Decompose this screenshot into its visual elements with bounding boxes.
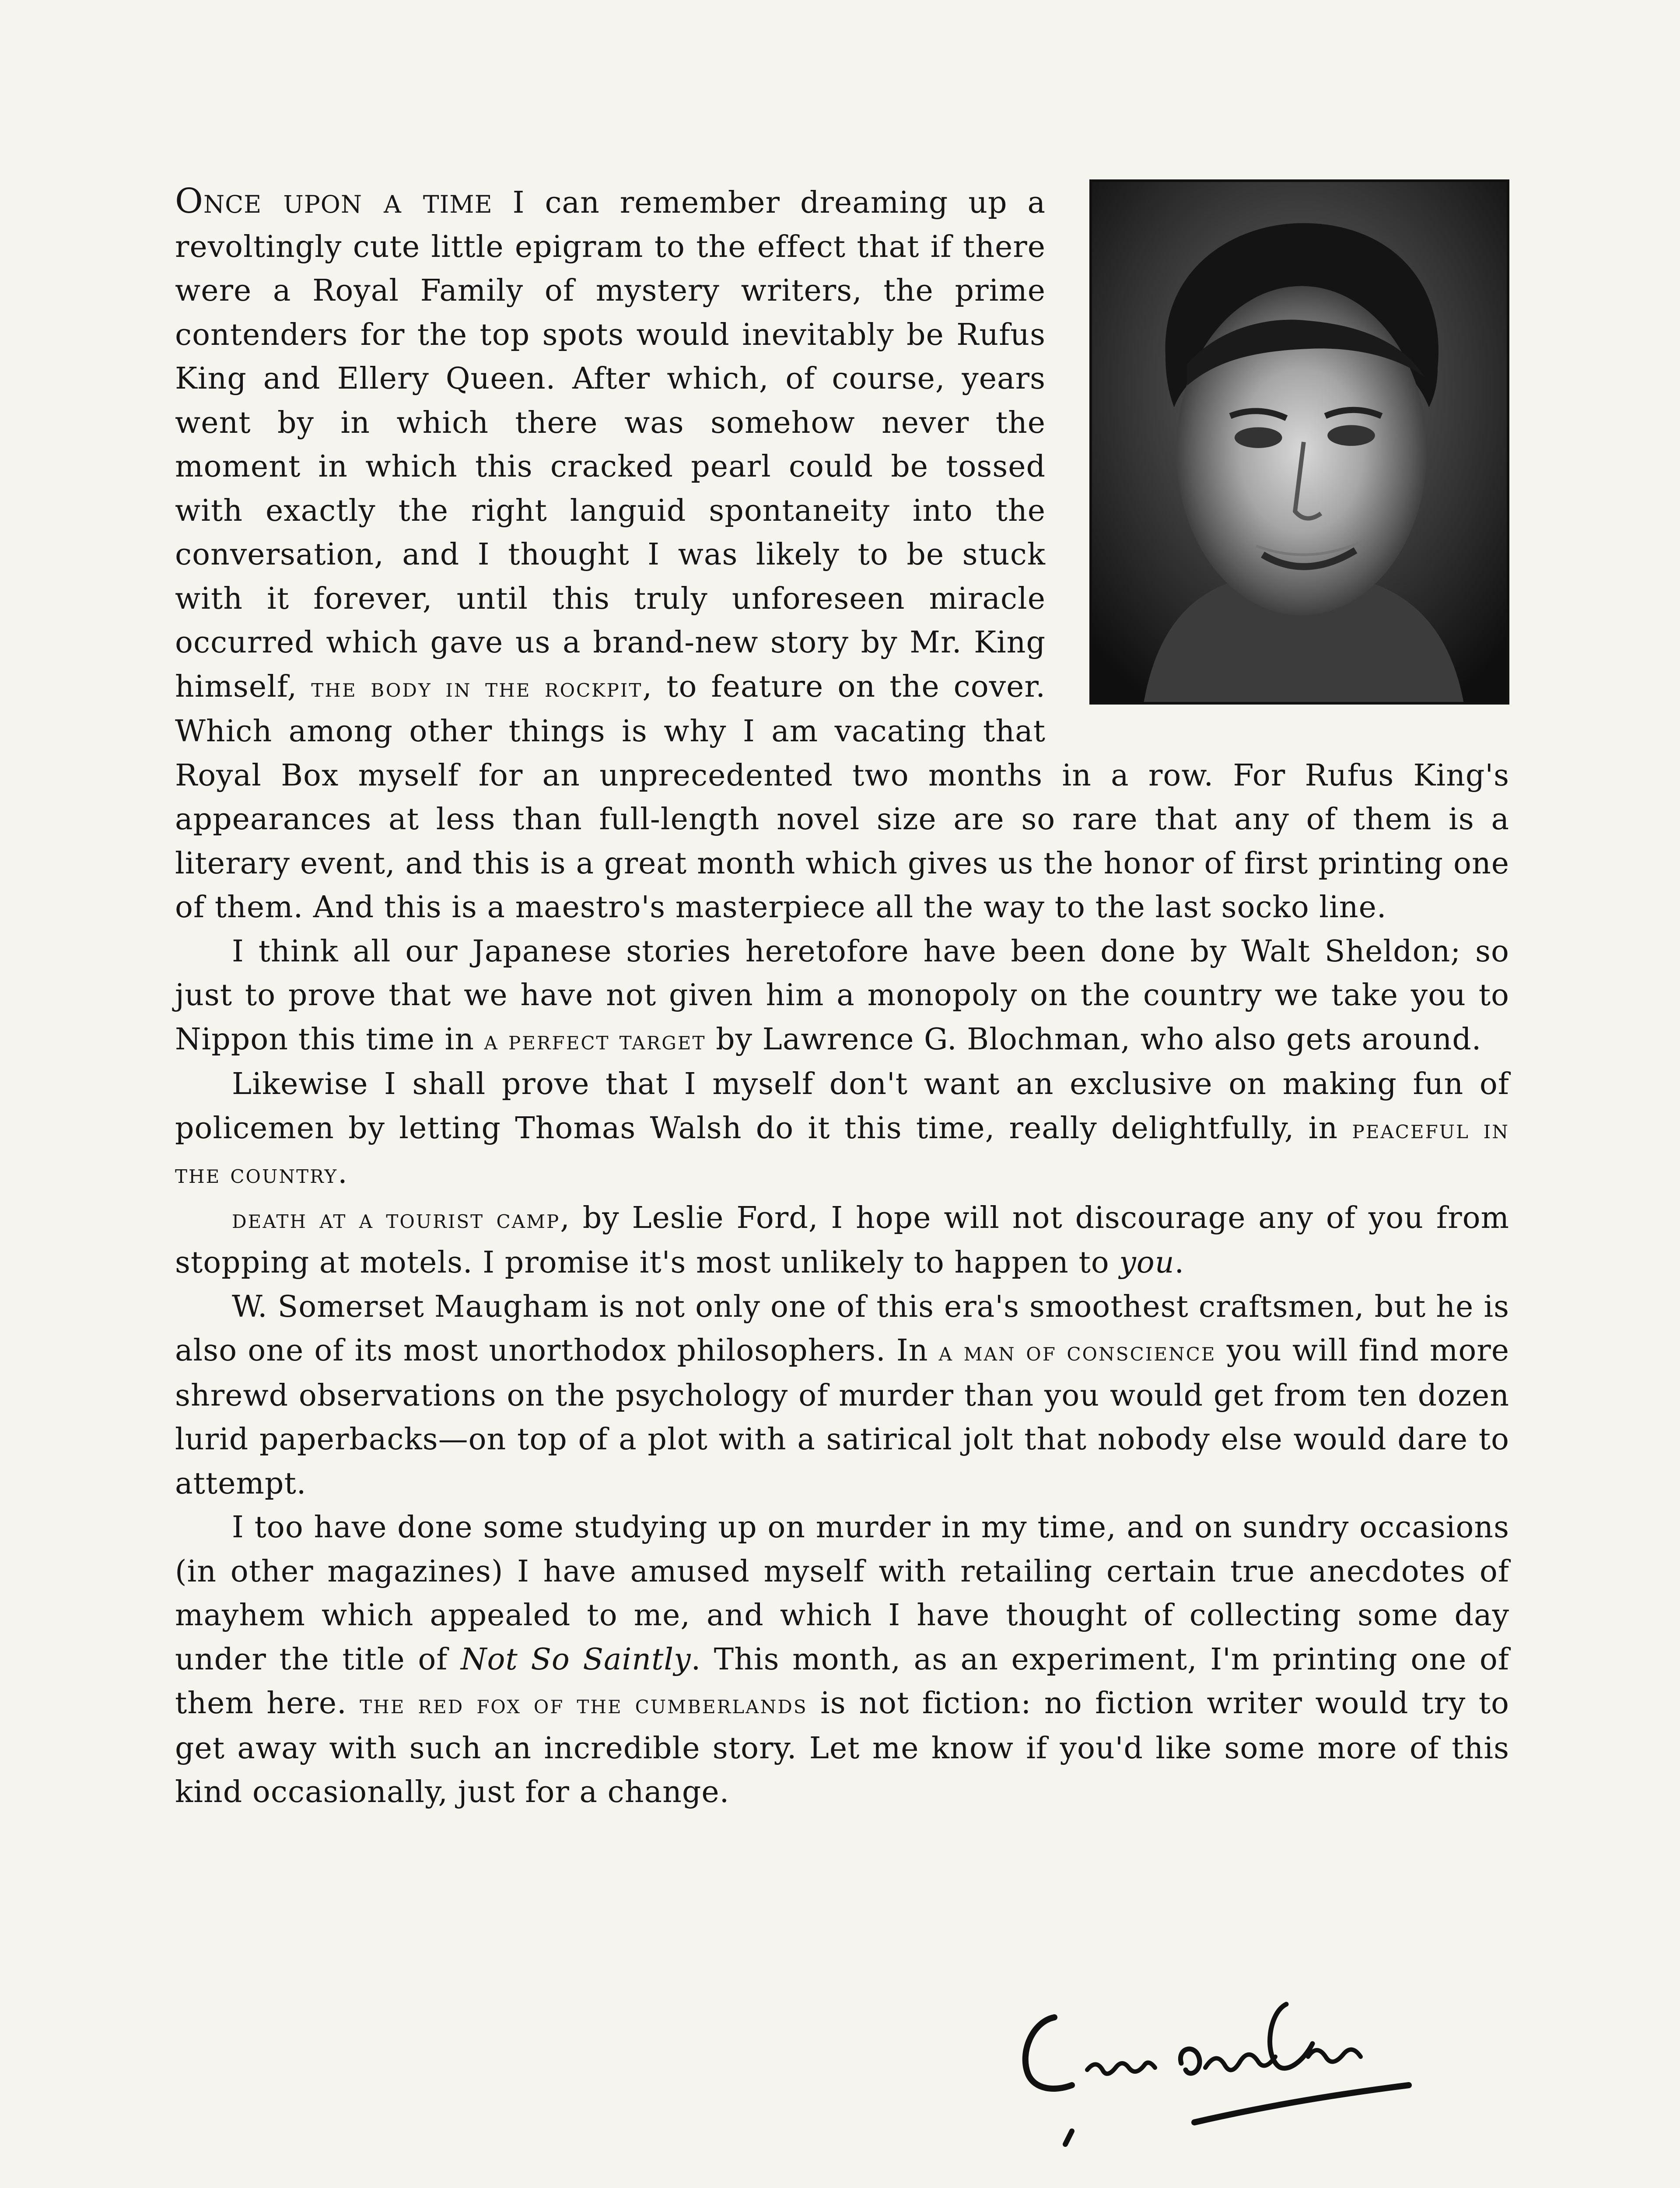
para-6-text-1: I too have done some studying up on murder in my time, and on sundry occasions (in other magazines) I have amused myself with retailing certain true anecdotes of mayhem which appealed to me, and which I have thought of collecting some day under the title of <box>175 1510 1509 1677</box>
para-3-text-2: . <box>338 1156 348 1190</box>
para-6-text-2: . This month, as an experiment, I'm printing one of them here. <box>175 1642 1509 1721</box>
para-2-text-1: I think all our Japanese stories heretofore have been done by Walt Sheldon; so just to prove that we have not given him a monopoly on the country we take you to Nippon this time in <box>175 934 1509 1057</box>
paragraph-red-fox <box>175 1506 1509 1815</box>
para-4-text-2: . <box>1174 1245 1185 1280</box>
story-title-a-man-of-conscience: a man of conscience <box>938 1336 1216 1367</box>
story-title-a-perfect-target: a perfect target <box>484 1025 706 1056</box>
para-3-text-1: Likewise I shall prove that I myself don't want an exclusive on making fun of policemen by letting Thomas Walsh do it this time, really delightfully, in <box>175 1067 1509 1146</box>
intro-text-1: I can remember dreaming up a revoltingly cute little epigram to the effect that if there were a Royal Family of mystery writers, the prime contenders for the top spots would inevitably be Rufus King and Ellery Queen. After which, of course, years went by in which there was somehow never the moment in which this cracked pearl could be tossed with exactly the right languid spontaneity into the conversation, and I thought I was likely to be stuck with it forever, until this truly unforeseen miracle occurred which gave us a brand-new story by Mr. King himself, <box>175 186 1046 704</box>
para-5-text-1: W. Somerset Maugham is not only one of this era's smoothest craftsmen, but he is also one of its most unorthodox philosophers. In <box>175 1289 1509 1368</box>
book-title-not-so-saintly: Not So Saintly <box>461 1642 691 1677</box>
para-5-text-2: you will find more shrewd observations on the psychology of murder than you would get from ten dozen lurid paperbacks—on top of a plot with a satirical jolt that nobody else would dare to attempt. <box>175 1333 1510 1501</box>
para-2-text-2: by Lawrence G. Blochman, who also gets around. <box>706 1022 1482 1057</box>
para-6-text-3: is not fiction: no fiction writer would try to get away with such an incredible story. Let me know if you'd like some more of this kind occasionally, just for a change. <box>175 1686 1509 1809</box>
editorial-text <box>175 179 1509 1815</box>
lead-small-caps: Once upon a time <box>175 182 493 221</box>
para-4-italic-you: you <box>1119 1245 1175 1280</box>
story-title-body-in-the-rockpit: the body in the rockpit <box>311 672 643 703</box>
intro-text-2: , to feature on the cover. Which among other things is why I am vacating that Royal Box myself for an unprecedented two months in a row. For Rufus King's appearances at less than full-length novel size are so rare that any of them is a literary event, and this is a great month which gives us the honor of first printing one of them. And this is a maestro's masterpiece all the way to the last socko line. <box>175 669 1509 925</box>
paragraph-policemen <box>175 1062 1509 1196</box>
story-title-death-at-a-tourist-camp: death at a tourist camp <box>232 1203 560 1234</box>
paragraph-tourist-camp <box>175 1196 1509 1285</box>
para-4-text-1: , by Leslie Ford, I hope will not discourage any of you from stopping at motels. I promise it's most unlikely to happen to <box>175 1200 1509 1280</box>
story-title-peaceful-in-the-country: peaceful in the country <box>175 1114 1509 1189</box>
photo-spacer <box>1046 179 1509 735</box>
handwritten-signature <box>1006 1987 1435 2153</box>
paragraph-maugham <box>175 1285 1509 1506</box>
paragraph-japanese-stories <box>175 930 1509 1063</box>
story-title-red-fox-of-the-cumberlands: the red fox of the cumberlands <box>360 1689 808 1720</box>
